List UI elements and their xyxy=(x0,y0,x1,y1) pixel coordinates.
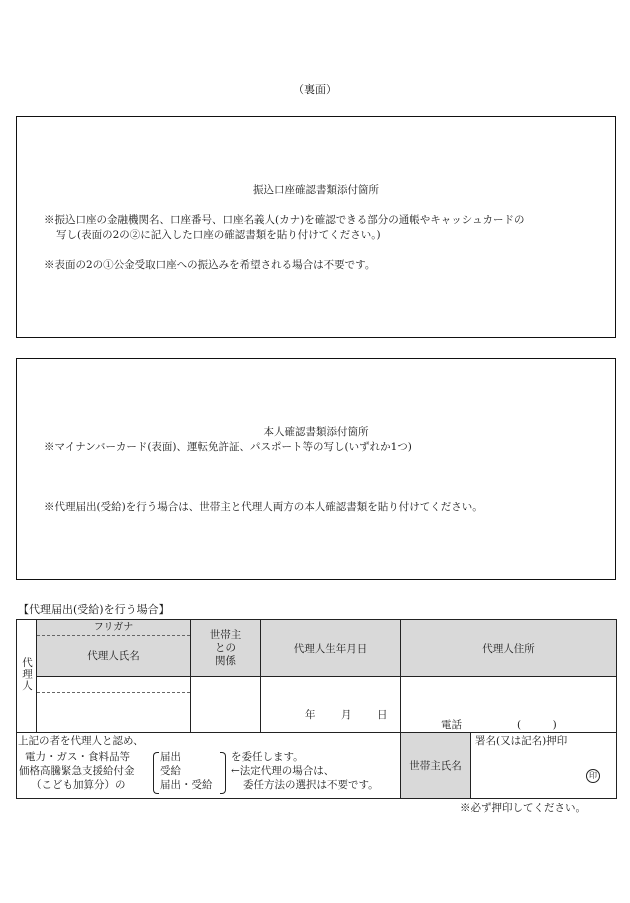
seal-required-note: ※必ず押印してください。 xyxy=(460,802,586,814)
bank-box-note-1: ※振込口座の金融機関名、口座番号、口座名義人(カナ)を確認できる部分の通帳やキャッシュカードの xyxy=(44,214,525,226)
phone-label: 電話 xyxy=(441,719,462,731)
delegation-line-4: （こども加算分）の xyxy=(31,779,126,791)
relation-header-cell xyxy=(191,620,261,677)
bank-document-attachment-area xyxy=(16,116,616,338)
head-signature-field[interactable] xyxy=(471,733,617,799)
id-document-attachment-area xyxy=(16,358,616,580)
signature-label: 署名(又は記名)押印 xyxy=(475,735,568,747)
proxy-row-label: 代理人 xyxy=(21,656,33,692)
seal-mark-icon: 印 xyxy=(586,769,600,783)
id-box-note-1: ※マイナンバーカード(表面)、運転免許証、パスポート等の写し(いずれか1つ) xyxy=(44,441,412,453)
legal-proxy-note-1: ←法定代理の場合は、 xyxy=(231,765,335,777)
furigana-header: フリガナ xyxy=(37,620,190,636)
entrust-text: を委任します。 xyxy=(231,751,304,763)
proxy-name-header-cell xyxy=(37,620,191,677)
relation-header: 世帯主 との 関係 xyxy=(209,628,242,667)
birthdate-field[interactable] xyxy=(261,677,401,733)
address-field[interactable] xyxy=(401,677,617,733)
address-header: 代理人住所 xyxy=(401,620,617,677)
proxy-name-header: 代理人氏名 xyxy=(87,650,140,662)
page-side-label: （裏面） xyxy=(293,83,337,96)
delegation-cell xyxy=(17,733,401,799)
options-bracket-right xyxy=(220,752,226,794)
option-notification-and-receipt[interactable]: 届出・受給 xyxy=(160,779,213,791)
option-receipt[interactable]: 受給 xyxy=(160,765,181,777)
bank-box-note-3: ※表面の2の①公金受取口座への振込みを希望される場合は不要です。 xyxy=(44,259,376,271)
proxy-section-title: 【代理届出(受給)を行う場合】 xyxy=(18,603,170,616)
bank-box-title: 振込口座確認書類添付箇所 xyxy=(253,184,379,196)
furigana-field[interactable] xyxy=(37,677,190,693)
delegation-line-2: 電力・ガス・食料品等 xyxy=(25,751,130,763)
options-bracket-left xyxy=(153,752,159,794)
delegation-line-1: 上記の者を代理人と認め、 xyxy=(18,735,144,747)
day-label: 日 xyxy=(377,709,388,721)
birthdate-header: 代理人生年月日 xyxy=(261,620,401,677)
id-box-title: 本人確認書類添付箇所 xyxy=(263,426,369,438)
phone-paren: ( ) xyxy=(517,719,557,731)
head-name-label: 世帯主氏名 xyxy=(401,733,471,799)
relation-field[interactable] xyxy=(191,677,261,733)
delegation-line-3: 価格高騰緊急支援給付金 xyxy=(19,765,135,777)
id-box-note-2: ※代理届出(受給)を行う場合は、世帯主と代理人両方の本人確認書類を貼り付けてください。 xyxy=(44,501,483,513)
bank-box-note-2: 写し(表面の2の②に記入した口座の確認書類を貼り付けてください。) xyxy=(56,229,381,241)
option-notification[interactable]: 届出 xyxy=(160,751,181,763)
proxy-name-field[interactable] xyxy=(37,677,191,733)
year-label: 年 xyxy=(305,709,316,721)
legal-proxy-note-2: 委任方法の選択は不要です。 xyxy=(243,779,379,791)
month-label: 月 xyxy=(341,709,352,721)
proxy-row-label-cell xyxy=(17,620,37,733)
proxy-form-table xyxy=(16,619,617,799)
